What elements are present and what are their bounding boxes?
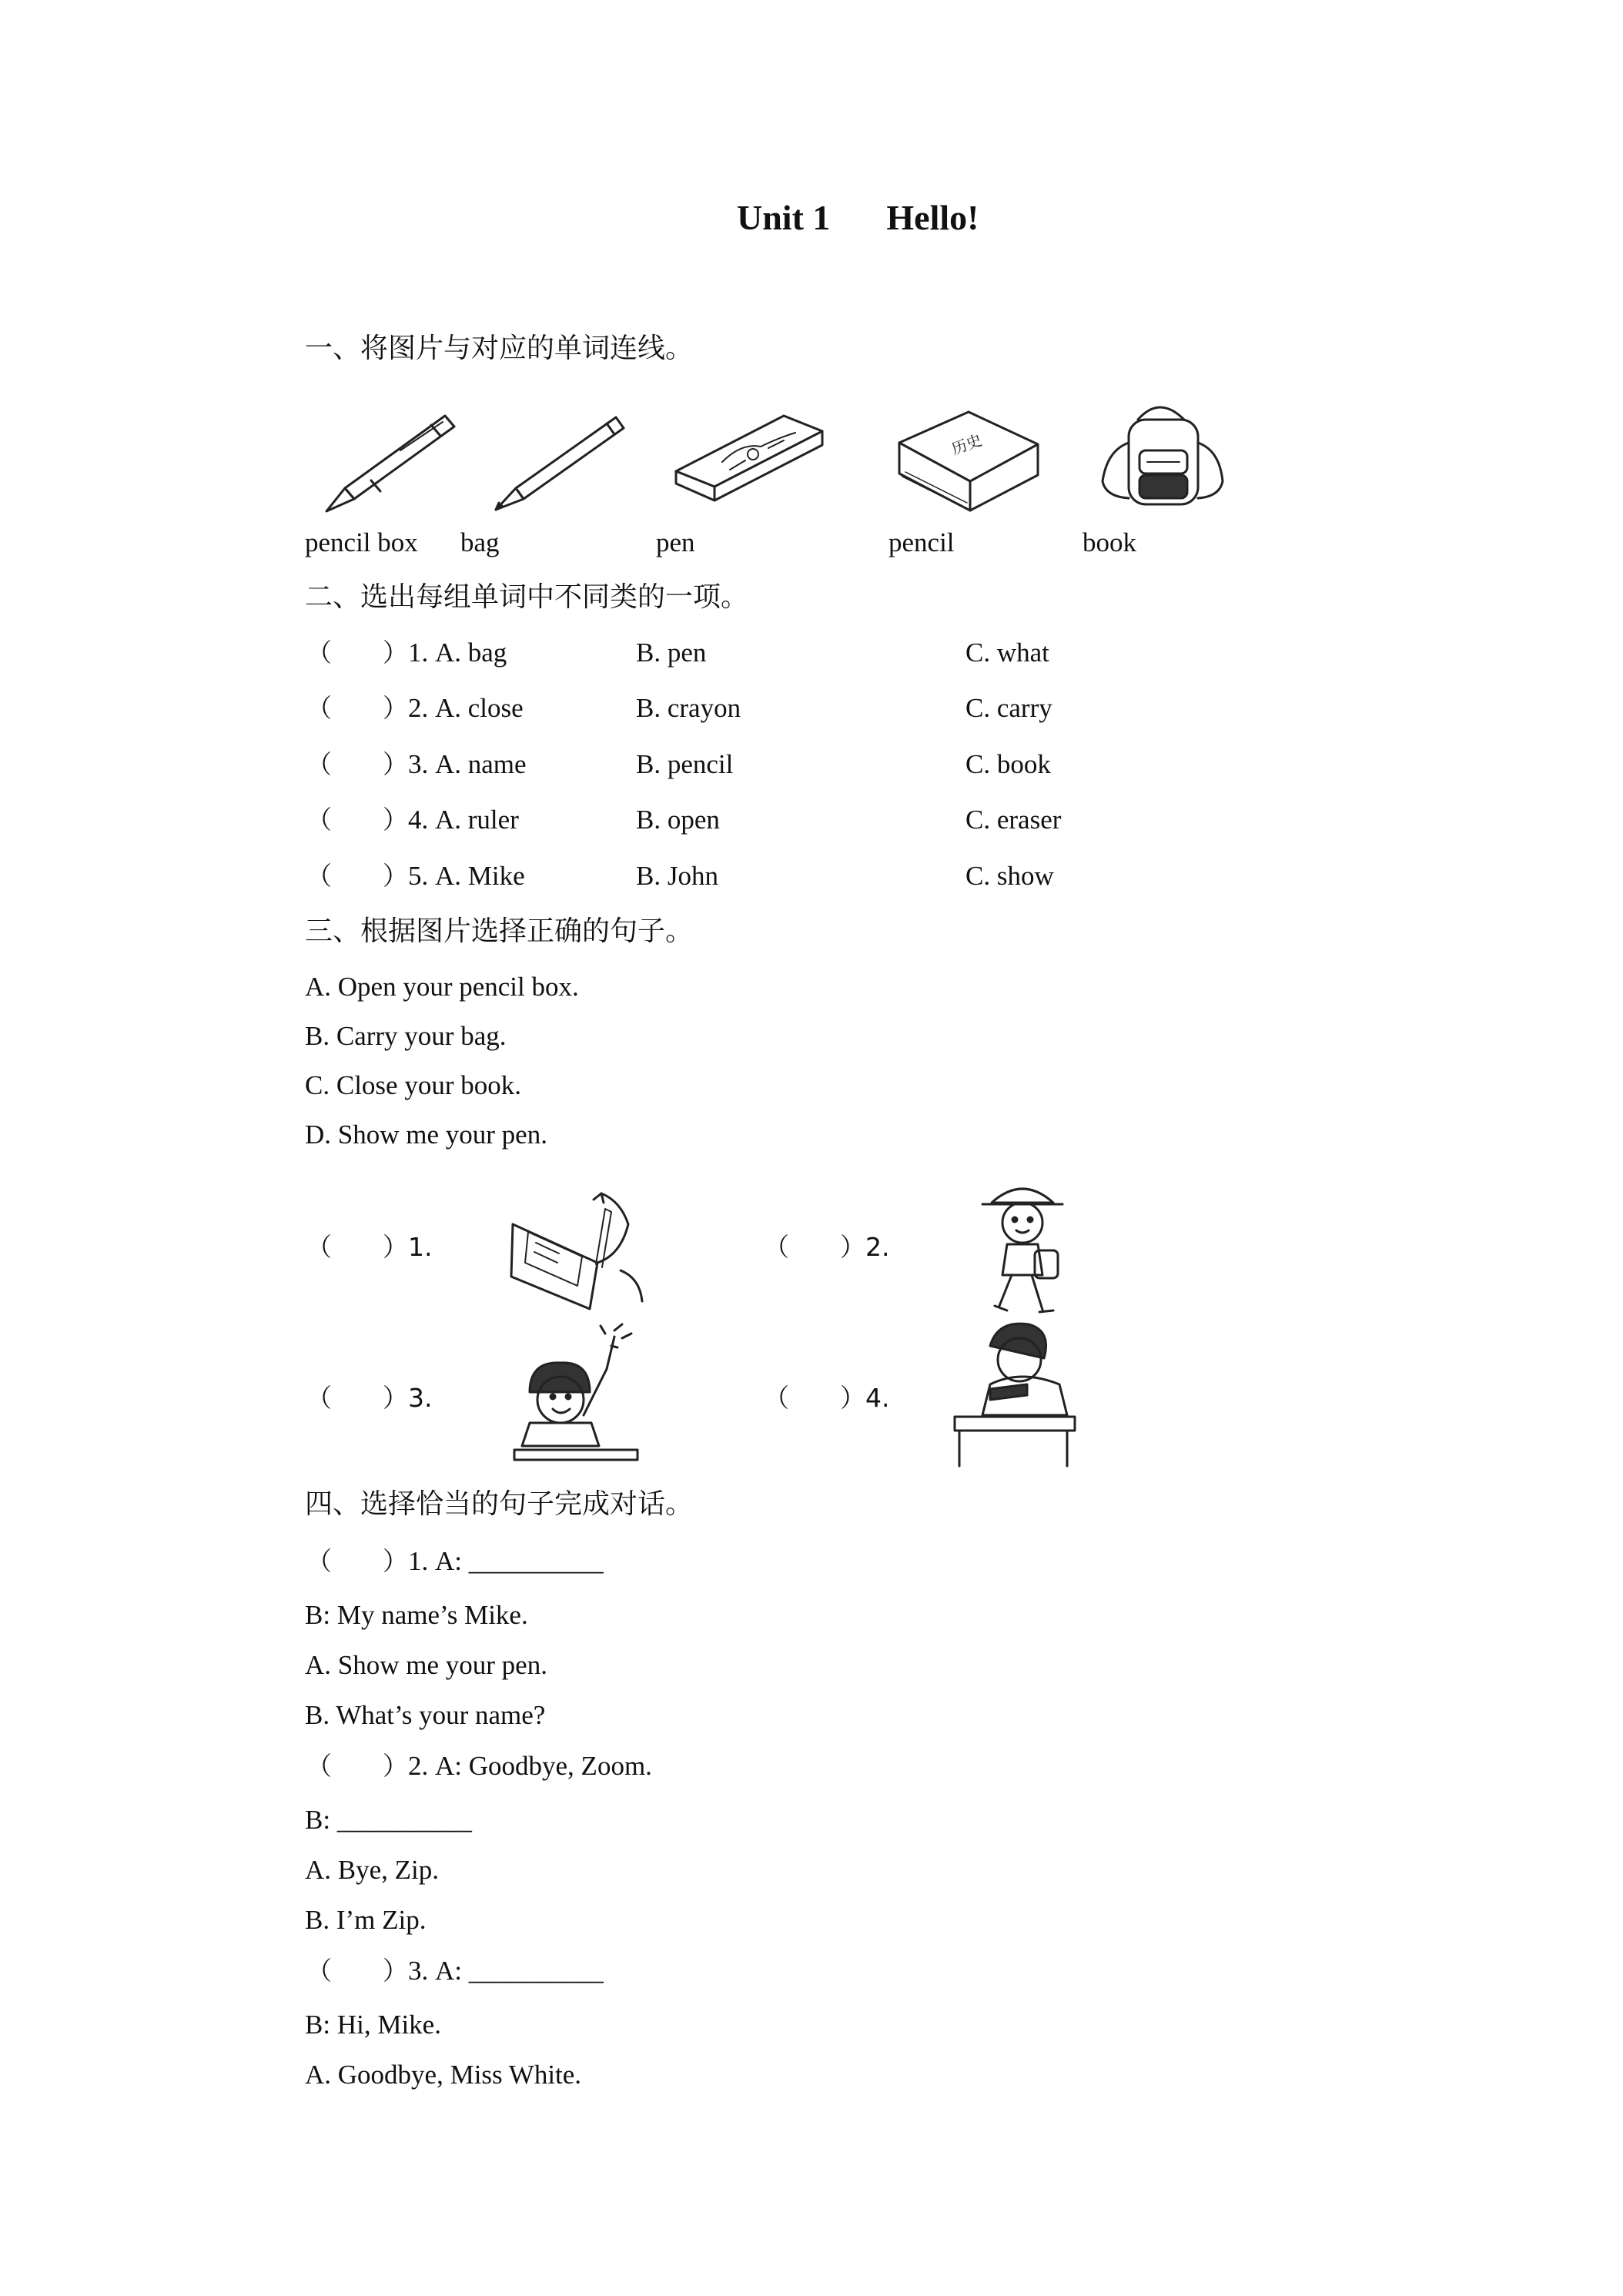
option-b: B. crayon	[636, 693, 741, 723]
dialogue-question-3: （ ）3. A: __________	[306, 1956, 604, 1986]
open-pencil-box-picture	[944, 1315, 1083, 1469]
bag-icon	[1092, 389, 1230, 512]
word-bag: bag	[460, 527, 500, 557]
picture-question-3: （ ）3.	[306, 1383, 433, 1413]
sentence-option-b: B. Carry your bag.	[305, 1021, 507, 1051]
close-book-picture	[505, 1178, 644, 1317]
list-item: （ ）2. A. close	[306, 693, 524, 723]
sentence-option-c: C. Close your book.	[305, 1070, 521, 1100]
section3-heading: 三、根据图片选择正确的句子。	[305, 915, 694, 947]
option-c: C. book	[965, 749, 1051, 779]
picture-question-2: （ ）2.	[764, 1232, 890, 1262]
option-b: B. open	[636, 805, 720, 835]
pen-icon	[308, 400, 462, 516]
word-pen: pen	[656, 527, 695, 557]
option-b: B. pen	[636, 638, 707, 668]
book-icon	[884, 397, 1046, 512]
dialogue-question-2: （ ）2. A: Goodbye, Zoom.	[306, 1751, 652, 1781]
dialogue-option-a: A. Goodbye, Miss White.	[305, 2060, 582, 2090]
option-b: B. John	[636, 861, 718, 891]
picture-question-1: （ ）1.	[306, 1232, 433, 1262]
section2-heading: 二、选出每组单词中不同类的一项。	[305, 581, 749, 613]
list-item: （ ）4. A. ruler	[306, 805, 519, 835]
dialogue-question-1: （ ）1. A: __________	[306, 1546, 604, 1576]
dialogue-option-a: A. Bye, Zip.	[305, 1855, 440, 1885]
carry-bag-picture	[969, 1175, 1076, 1321]
pencil-icon	[484, 400, 637, 516]
answer-blank[interactable]: （ ）	[306, 807, 408, 835]
option-c: C. eraser	[965, 805, 1062, 835]
list-item: （ ）1. A. bag	[306, 638, 507, 668]
option-c: C. show	[965, 861, 1054, 891]
list-item: （ ）5. A. Mike	[306, 861, 525, 891]
dialogue-option-b: B. What’s your name?	[305, 1700, 546, 1730]
answer-blank[interactable]: （ ）	[306, 863, 408, 891]
option-b: B. pencil	[636, 749, 734, 779]
option-c: C. carry	[965, 693, 1052, 723]
word-book: book	[1083, 527, 1136, 557]
pencil-box-icon	[668, 400, 830, 508]
answer-blank[interactable]: （ ）	[306, 1548, 408, 1576]
option-c: C. what	[965, 638, 1049, 668]
answer-blank[interactable]: （ ）	[306, 1383, 408, 1413]
book-cover-text: 历史	[949, 430, 985, 459]
answer-blank[interactable]: （ ）	[764, 1383, 865, 1413]
page-title	[737, 197, 979, 238]
answer-blank[interactable]: （ ）	[306, 640, 408, 668]
answer-blank[interactable]: （ ）	[764, 1232, 865, 1262]
dialogue-option-a: A. Show me your pen.	[305, 1650, 547, 1680]
picture-question-4: （ ）4.	[764, 1383, 890, 1413]
dialogue-line: B: Hi, Mike.	[305, 2010, 441, 2040]
sentence-option-a: A. Open your pencil box.	[305, 972, 579, 1002]
show-pen-picture	[499, 1323, 653, 1469]
dialogue-line: B: My name’s Mike.	[305, 1600, 528, 1630]
section4-heading: 四、选择恰当的句子完成对话。	[305, 1488, 694, 1520]
answer-blank[interactable]: （ ）	[306, 751, 408, 779]
dialogue-line: B: __________	[305, 1805, 472, 1835]
answer-blank[interactable]: （ ）	[306, 1958, 408, 1986]
list-item: （ ）3. A. name	[306, 749, 527, 779]
dialogue-option-b: B. I’m Zip.	[305, 1905, 427, 1935]
title-unit: Unit 1	[737, 198, 831, 237]
answer-blank[interactable]: （ ）	[306, 695, 408, 723]
answer-blank[interactable]: （ ）	[306, 1232, 408, 1262]
word-pencil-box: pencil box	[305, 527, 418, 557]
sentence-option-d: D. Show me your pen.	[305, 1120, 547, 1150]
answer-blank[interactable]: （ ）	[306, 1753, 408, 1781]
word-pencil: pencil	[888, 527, 955, 557]
section1-heading: 一、将图片与对应的单词连线。	[305, 333, 694, 364]
title-hello: Hello!	[886, 198, 979, 237]
